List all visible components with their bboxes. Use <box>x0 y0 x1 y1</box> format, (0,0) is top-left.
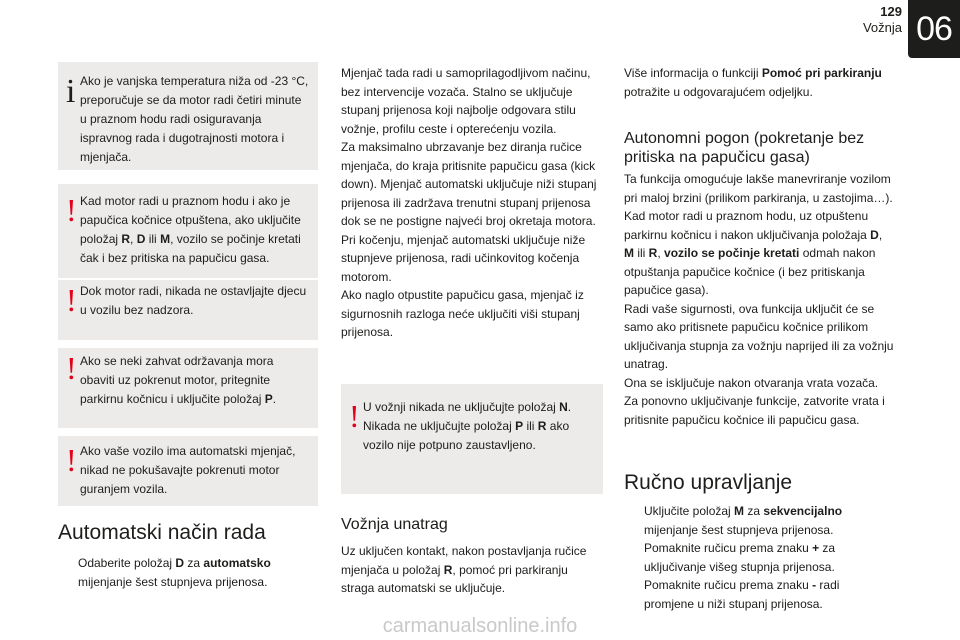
list-item: Pomaknite ručicu prema znaku + za uključivanje višeg stupnja prijenosa. <box>644 541 836 574</box>
warning-box-text: Kad motor radi u praznom hodu i ako je papučica kočnice otpuštena, ako uključite položaj R, D ili M, vozilo se počinje kretati čak i bez pritiska na papučicu gasa. <box>80 194 301 265</box>
chapter-tab: 06 <box>908 0 960 58</box>
body-text: Uz uključen kontakt, nakon postavljanja ručice mjenjača u položaj R, pomoć pri parkiranju straga automatski se uključuje. <box>341 544 587 595</box>
heading-manual-control: Ručno upravljanje <box>624 471 793 494</box>
warning-box-text: Dok motor radi, nikada ne ostavljajte djecu u vozilu bez nadzora. <box>80 284 307 317</box>
warning-box-text: Ako se neki zahvat održavanja mora obaviti uz pokrenut motor, pritegnite parkirnu kočnicu i uključite položaj P. <box>80 354 277 406</box>
body-text: Više informacija o funkciji Pomoć pri parkiranju potražite u odgovarajućem odjeljku. <box>624 66 882 99</box>
manual-control-list <box>626 502 888 613</box>
warning-box-pushing <box>58 436 318 506</box>
warning-box-neutral <box>341 384 603 494</box>
heading-autonomous-drive: Autonomni pogon (pokretanje bez pritiska na papučicu gasa) <box>624 130 865 166</box>
page-header <box>863 4 902 36</box>
watermark: carmanualsonline.info <box>382 615 578 637</box>
warning-box-text: U vožnji nikada ne uključujte položaj N. Nikada ne uključujte položaj P ili R ako vozilo nije potpuno zaustavljeno. <box>363 400 572 452</box>
warning-box-text: Ako vaše vozilo ima automatski mjenjač, nikad ne pokušavajte pokrenuti motor guranjem vozila. <box>80 444 296 496</box>
warning-icon: ! <box>66 192 77 228</box>
warning-icon: ! <box>349 398 360 434</box>
section-title: Vožnja <box>862 20 902 35</box>
info-icon: i <box>66 73 76 110</box>
heading-reverse: Vožnja unatrag <box>341 516 448 533</box>
warning-icon: ! <box>66 282 77 318</box>
info-box <box>58 62 318 170</box>
warning-icon: ! <box>66 350 77 386</box>
list-item: Pomaknite ručicu prema znaku - radi promjene u niži stupanj prijenosa. <box>644 578 840 611</box>
page-number: 129 <box>880 4 902 19</box>
list-item: Uključite položaj M za sekvencijalno mijenjanje šest stupnjeva prijenosa. <box>644 504 843 537</box>
body-text: Ta funkcija omogućuje lakše manevriranje vozilom pri maloj brzini (prilikom parkiranja, u zastojima…). Kad motor radi u praznom hodu, uz otpuštenu parkirnu kočnicu i nakon uključivanja položaja D, M ili R, vozilo se počinje kretati odmah nakon otpuštanja papučice kočnice (i bez pritiskanja papučice gasa). Radi vaše sigurnosti, ova funkcija uključit će se samo ako pritisnete papučicu kočnice prilikom uključivanja stupnja za vožnju naprijed ili za vožnju unatrag. Ona se isključuje nakon otvaranja vrata vozača. Za ponovno uključivanje funkcije, zatvorite vrata i pritisnite papučicu kočnice ili papučicu gasa. <box>624 172 894 427</box>
heading-automatic-mode: Automatski način rada <box>58 521 266 544</box>
warning-box-engine-idle <box>58 184 318 278</box>
warning-icon: ! <box>66 442 77 478</box>
warning-box-maintenance <box>58 348 318 428</box>
body-text: Mjenjač tada radi u samoprilagodljivom načinu, bez intervencije vozača. Stalno se uključuje stupanj prijenosa koji najbolje odgovara stilu vožnje, profilu ceste i opterećenju vozila. Za maksimalno ubrzavanje bez diranja ručice mjenjača, do kraja pritisnite papučicu gasa (kick down). Mjenjač automatski uključuje niži stupanj prijenosa ili zadržava trenutni stupanj prijenosa dok se ne postigne najveći broj okretaja motora. Pri kočenju, mjenjač automatski uključuje niže stupnjeve prijenosa, radi učinkovitog kočenja motorom. Ako naglo otpustite papučicu gasa, mjenjač iz sigurnosnih razloga neće uključiti viši stupanj prijenosa. <box>341 66 597 339</box>
info-box-text: Ako je vanjska temperatura niža od -23 °C, preporučuje se da motor radi četiri minute u praznom hodu radi osiguravanja ispravnog rada i dugotrajnosti motora i mjenjača. <box>80 74 309 164</box>
list-item: Odaberite položaj D za automatsko mijenjanje šest stupnjeva prijenosa. <box>78 556 271 589</box>
warning-box-children <box>58 280 318 340</box>
